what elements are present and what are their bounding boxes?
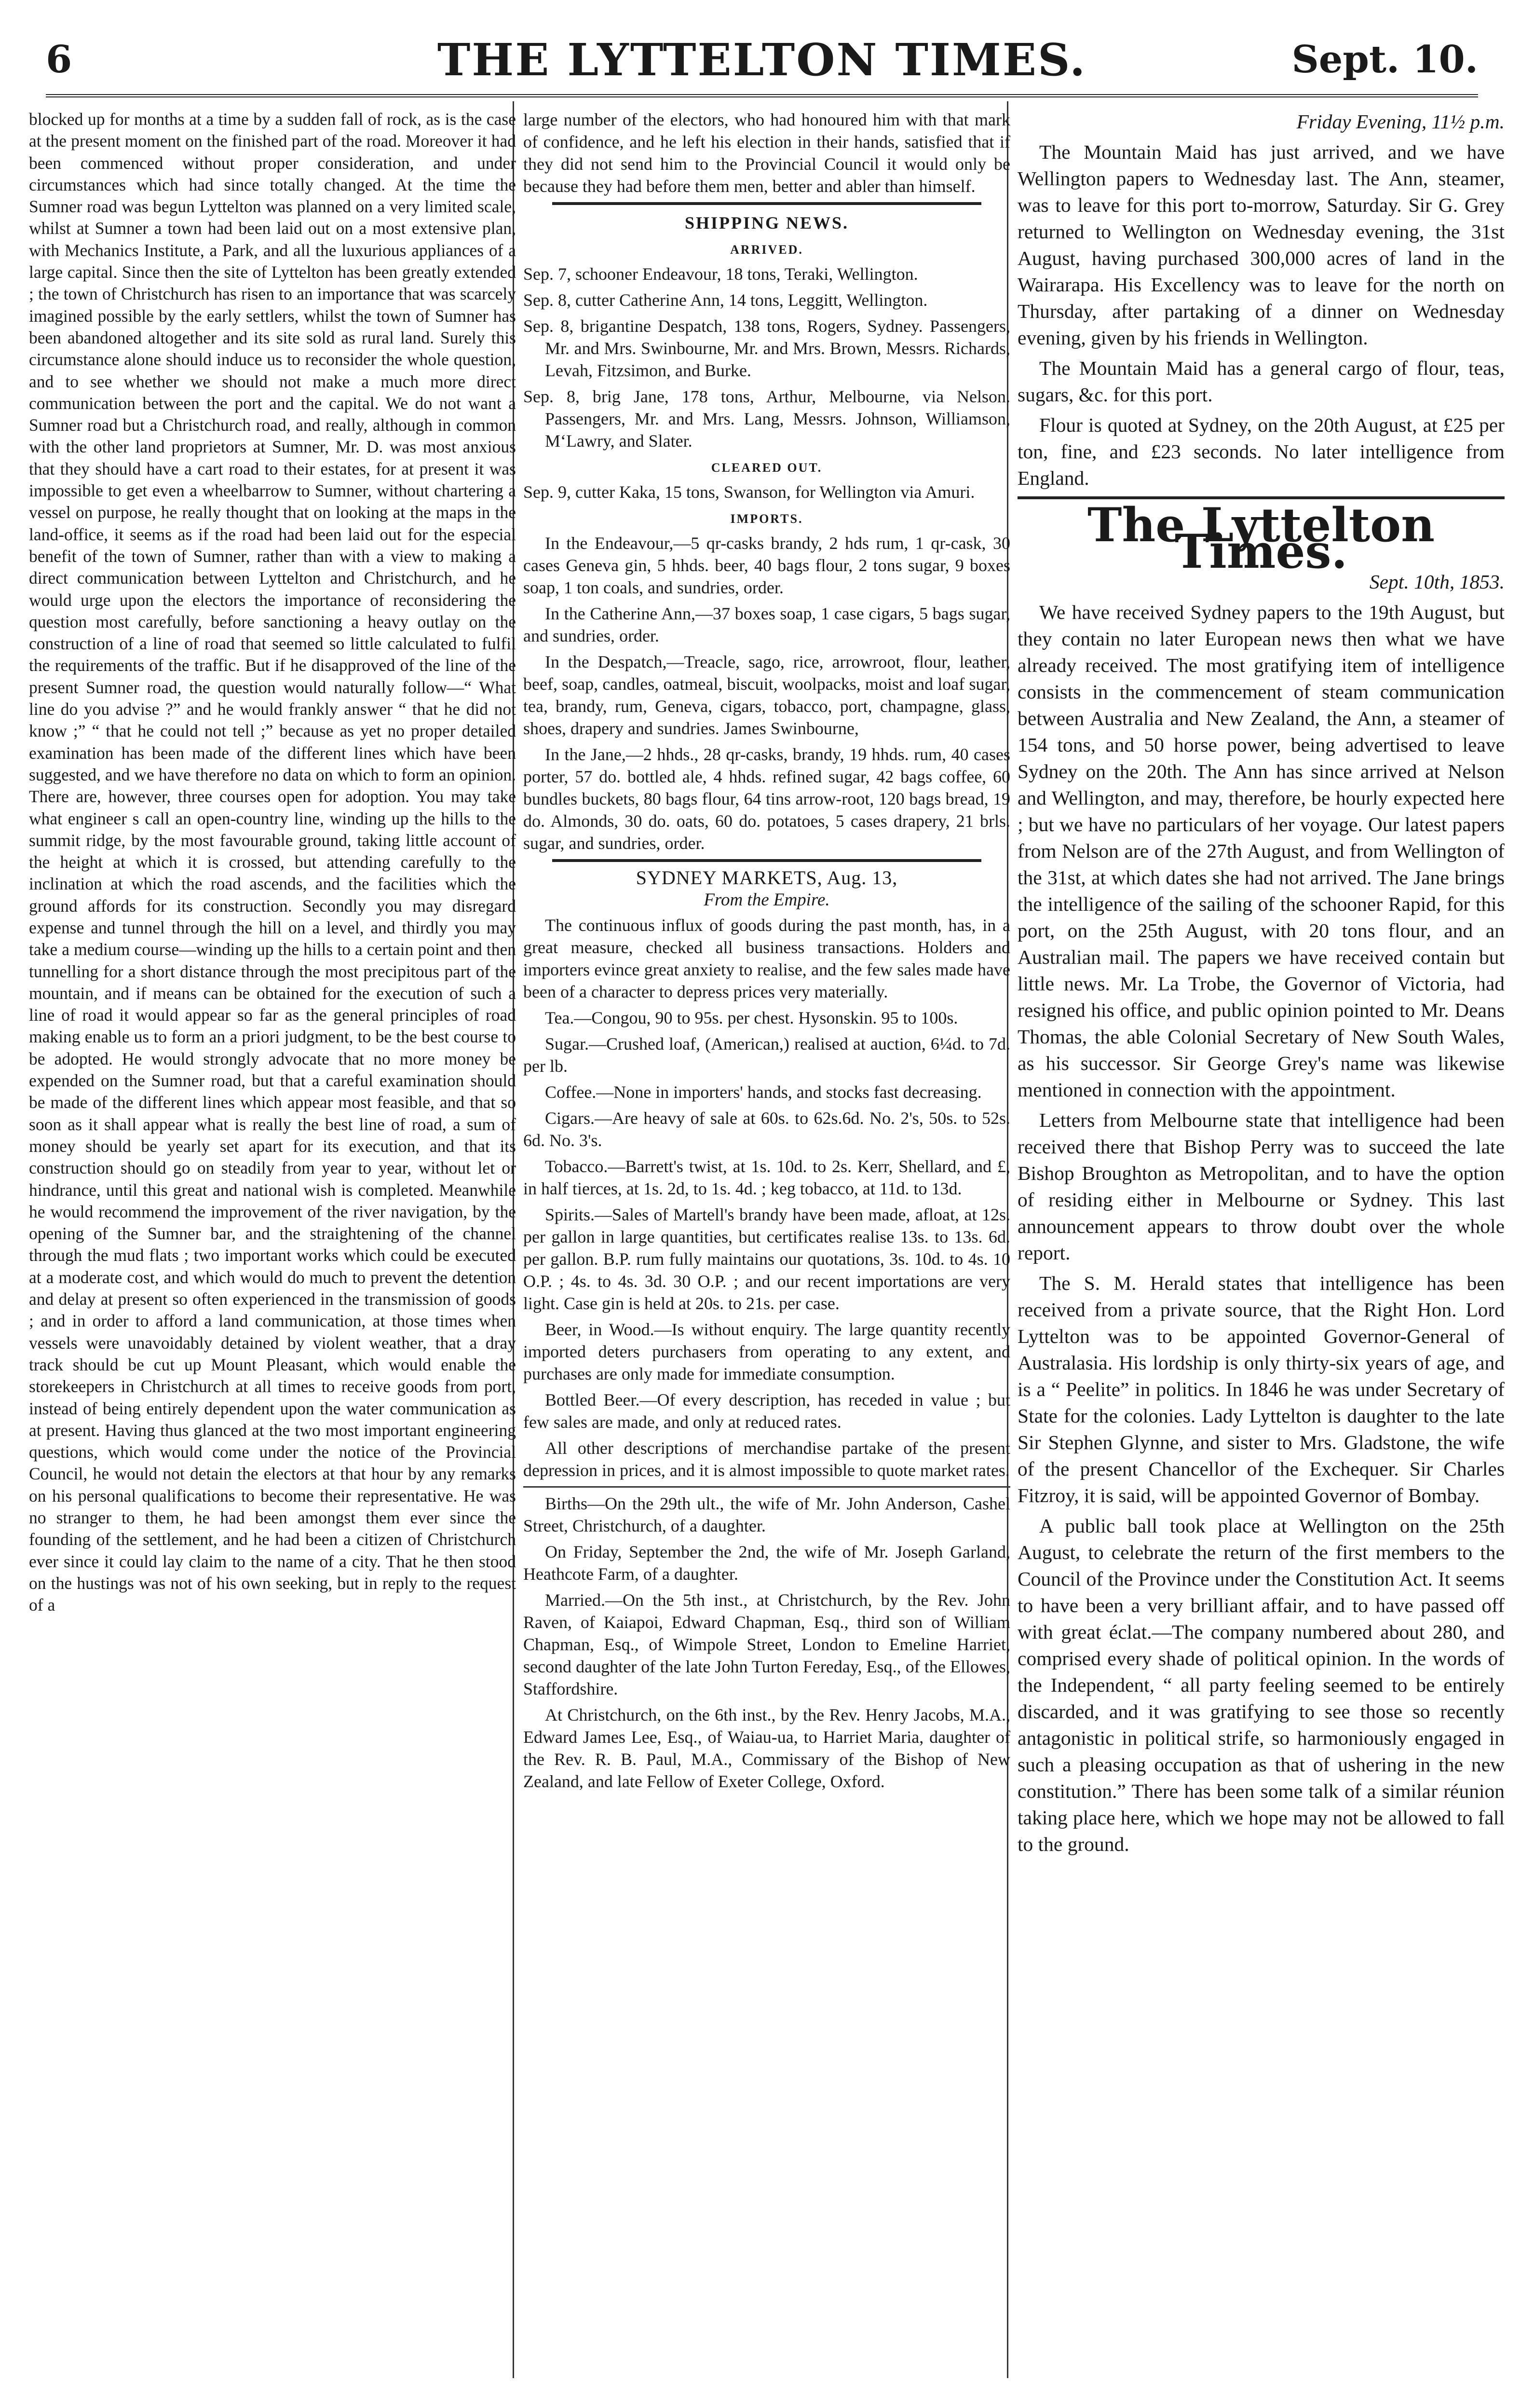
editorial-paragraph: A public ball took place at Wellington on the 25th August, to celebrate the return of the first members to the Council of the Province under the Constitution Act. It seems to have been a very brilliant affair, and to have passed off with great éclat.—The company numbered about 280, and comprised every shade of political opinion. In the words of the Independent, “ all party feeling seemed to be entirely discarded, and it was gratifying to see those so recently antagonistic in political strife, so harmoniously engaged in such a pleasing occupation as that of ushering in the new constitution.” There has been some talk of a similar réunion taking place here, which we hope may not be allowed to fall to the ground.: [1018, 1515, 1505, 1855]
arrival-entry: Sep. 8, brigantine Despatch, 138 tons, Rogers, Sydney. Passengers, Mr. and Mrs. Swinbourne, Mr. and Mrs. Brown, Messrs. Richards, Levah, Fitzsimon, and Burke.: [523, 316, 1010, 380]
market-paragraph: The continuous influx of goods during the past month, has, in a great measure, checked all business transactions. Holders and importers evince great anxiety to realise, and the few sales made have been of a character to depress prices very materially.: [523, 916, 1010, 1001]
birth-notice: On Friday, September the 2nd, the wife of Mr. Joseph Garland, Heathcote Farm, of a daughter.: [523, 1542, 1010, 1584]
speech-paragraph: blocked up for months at a time by a sudden fall of rock, as is the case at the present moment on the finished part of the road. Moreover it had been commenced without proper consideration, and under circumstances which had since totally changed. At the time the Sumner road was begun Lyttelton was planned on a very limited scale, whilst at Sumner a town had been laid out on a most extensive plan, with Mechanics Institute, a Park, and all the luxurious appliances of a large capital. Since then the site of Lyttelton has been greatly extended ; the town of Christchurch has risen to an importance that was scarcely imagined possible by the early settlers, whilst the town of Sumner has been abandoned altogether and its site sold as rural land. Surely this circumstance alone should induce us to reconsider the whole question, and to see whether we should not make a much more direct communication between the port and the capital. We do not want a Sumner road but a Christchurch road, and really, although in common with the other land proprietors at Sumner, Mr. D. was most anxious that they should have a cart road to their estates, for at present it was impossible to get even a wheelbarrow to Sumner, without chartering a vessel on purpose, he really thought that on looking at the maps in the land-office, it seems as if the road had been laid out for the especial benefit of the town of Sumner, rather than with a view to making a direct communication between Lyttelton and Christchurch, and he would urge upon the electors the importance of reconsidering the question most carefully, before sanctioning a heavy outlay on the construction of a line of road that seemed so little calculated to fulfil the requirements of the traffic. But if he disapproved of the line of the present Sumner road, the question would naturally follow—“ What line do you advise ?” and he would frankly answer “ that he did not know ;” “ that he could not tell ;” because as yet no proper detailed examination has been made of the different lines which have been suggested, and we have therefore no data on which to form an opinion. There are, however, three courses open for adoption. You may take what engineer s call an open-country line, winding up the hills to the summit ridge, by the most favourable ground, taking little account of the height at which it is crossed, but attending carefully to the inclination at which the road ascends, and the facilities which the ground affords for its construction. Secondly you may disregard expense and tunnel through the hill on a level, and thirdly you may take a medium course—winding up the hills to a certain point and then tunnelling for a short distance through the most precipitous part of the mountain, and if means can be obtained for the execution of such a line of road it would appear so far as the general principles of road making enable us to form an a priori judgment, to be the best course to be adopted. He would strongly advocate that no more money be expended on the Sumner road, but that a careful examination should be made of the different lines which appear most feasible, and that so soon as it shall appear what is really the best line of road, a sum of money should be yearly set apart for its execution, and that its construction should go on steadily from year to year, without let or hindrance, until this great and national wish is completed. Meanwhile he would recommend the improvement of the river navigation, by the opening of the Sumner bar, and the straightening of the channel through the mud flats ; two important works which could be executed at a moderate cost, and which would do much to prevent the detention and delay at present so often experienced in the transmission of goods ; and in order to afford a land communication, at those times when vessels were unavoidably detained by violent weather, that a dray track should be cut up Mount Pleasant, which would enable the storekeepers in Christchurch at all times to receive goods from port, instead of being entirely dependent upon the water communication as at present. Having thus glanced at the two most important engineering questions, which would come under the notice of the Provincial Council, he would not detain the electors at that hour by any remarks on his personal qualifications to become their representative. He was no stranger to them, he had been amongst them ever since the founding of the settlement, and he had been a citizen of Christchurch ever since it could lay claim to the name of a city. That he then stood on the hustings was not of his own seeking, but in reply to the request of a: [29, 109, 516, 1615]
marriage-notice: At Christchurch, on the 6th inst., by the Rev. Henry Jacobs, M.A., Edward James Lee, Esq., of Waiau-ua, to Harriet Maria, daughter of the Rev. R. B. Paul, M.A., Commissary of the Bishop of New Zealand, and late Fellow of Exeter College, Oxford.: [523, 1705, 1010, 1791]
editorial-paragraph: Letters from Melbourne state that intelligence had been received there that Bishop Perry was to succeed the late Bishop Broughton as Metropolitan, and to have the option of residing either in Melbourne or Sydney. This last announcement appears to throw doubt over the whole report.: [1018, 1109, 1505, 1264]
editorial-paragraph: The S. M. Herald states that intelligence has been received from a private source, that the Right Hon. Lord Lyttelton was to be appointed Governor-General of Australasia. His lordship is only thirty-six years of age, and is a “ Peelite” in politics. In 1846 he was under Secretary of State for the colonies. Lady Lyttelton is daughter to the late Sir Stephen Glynne, and sister to Mrs. Gladstone, the wife of the present Chancellor of the Exchequer. Sir Charles Fitzroy, it is said, will be appointed Governor of Bombay.: [1018, 1272, 1505, 1506]
cleared-entry: Sep. 9, cutter Kaka, 15 tons, Swanson, for Wellington via Amuri.: [523, 482, 975, 502]
section-rule: [523, 1486, 1010, 1488]
arrived-label: ARRIVED.: [730, 243, 803, 257]
speech-continuation: large number of the electors, who had honoured him with that mark of confidence, and he left his election in their hands, satisfied that if they did not send him to the Provincial Council it would only be because they had before them men, better and abler than himself.: [523, 110, 1010, 196]
market-paragraph: Bottled Beer.—Of every description, has receded in value ; but few sales are made, and only at reduced rates.: [523, 1390, 1010, 1432]
late-news-paragraph: The Mountain Maid has a general cargo of flour, teas, sugars, &c. for this port.: [1018, 357, 1505, 406]
market-paragraph: Tea.—Congou, 90 to 95s. per chest. Hysonskin. 95 to 100s.: [545, 1008, 958, 1027]
editorial-dateline: Sept. 10th, 1853.: [1369, 571, 1505, 593]
market-paragraph: Coffee.—None in importers' hands, and stocks fast decreasing.: [545, 1082, 982, 1102]
arrival-entry: Sep. 7, schooner Endeavour, 18 tons, Teraki, Wellington.: [523, 264, 918, 284]
market-paragraph: Beer, in Wood.—Is without enquiry. The large quantity recently imported deters purchasers from operating to any extent, and purchases are only made for immediate consumption.: [523, 1320, 1010, 1383]
page-number: 6: [46, 38, 72, 82]
imports-label: IMPORTS.: [730, 512, 803, 526]
section-rule: [552, 859, 981, 862]
section-rule: [552, 202, 981, 205]
arrival-entry: Sep. 8, cutter Catherine Ann, 14 tons, Leggitt, Wellington.: [523, 290, 928, 310]
shipping-news-heading: SHIPPING NEWS.: [684, 213, 849, 233]
late-news-paragraph: The Mountain Maid has just arrived, and we have Wellington papers to Wednesday last. The Ann, steamer, was to leave for this port to-morrow, Saturday. Sir G. Grey returned to Wellington on Wednesday evening, the 31st August, having purchased 300,000 acres of land in the Wairarapa. His Excellency was to leave for the north on Thursday, after partaking of a dinner on Wednesday evening, given by his friends in Wellington.: [1018, 141, 1505, 349]
column-2: [523, 109, 1010, 1796]
market-paragraph: Tobacco.—Barrett's twist, at 1s. 10d. to 2s. Kerr, Shellard, and £, in half tierces, at 1s. 2d, to 1s. 4d. ; keg tobacco, at 11d. to 13d.: [523, 1157, 1010, 1198]
marriage-notice: Married.—On the 5th inst., at Christchurch, by the Rev. John Raven, of Kaiapoi, Edward Chapman, Esq., third son of William Chapman, Esq., of Wimpole Street, London to Emeline Harriet, second daughter of the late John Turton Fereday, Esq., of the Ellowes, Staffordshire.: [523, 1590, 1010, 1698]
import-entry: In the Endeavour,—5 qr-casks brandy, 2 hds rum, 1 qr-cask, 30 cases Geneva gin, 5 hhds. beer, 40 bags flour, 2 tons sugar, 9 boxes soap, 1 ton coals, and sundries, order.: [523, 534, 1010, 597]
column-1: [29, 109, 516, 1620]
newspaper-title: THE LYTTELTON TIMES.: [437, 34, 1087, 86]
sydney-markets-heading: SYDNEY MARKETS, Aug. 13,: [636, 867, 898, 889]
import-entry: In the Despatch,—Treacle, sago, rice, arrowroot, flour, leather, beef, soap, candles, oatmeal, biscuit, woolpacks, moist and loaf sugar, tea, brandy, rum, Geneva, cigars, tobacco, port, champagne, glass, shoes, drapery and sundries. James Swinbourne,: [523, 652, 1010, 738]
market-paragraph: Spirits.—Sales of Martell's brandy have been made, afloat, at 12s. per gallon in large quantities, but certificates realise 13s. to 13s. 6d. per gallon. B.P. rum fully maintains our quotations, 3s. 10d. to 4s. 10 O.P. ; 4s. to 4s. 3d. 30 O.P. ; and our recent importations are very light. Case gin is held at 20s. to 21s. per case.: [523, 1205, 1010, 1313]
market-paragraph: Sugar.—Crushed loaf, (American,) realised at auction, 6¼d. to 7d. per lb.: [523, 1034, 1010, 1076]
editorial-heading: The Lyttelton Times.: [1087, 498, 1435, 579]
cleared-label: CLEARED OUT.: [711, 461, 823, 475]
masthead: [46, 34, 1478, 92]
import-entry: In the Jane,—2 hhds., 28 qr-casks, brandy, 19 hhds. rum, 40 cases porter, 57 do. bottled ale, 4 hhds. refined sugar, 42 bags coffee, 60 bundles buckets, 80 bags flour, 64 tins arrow-root, 120 bags bread, 19 do. Almonds, 30 do. oats, 60 do. potatoes, 5 cases drapery, 21 brls. sugar, and sundries, order.: [523, 745, 1010, 853]
issue-date: Sept. 10.: [1291, 38, 1478, 82]
column-3: [1018, 109, 1505, 1861]
market-paragraph: All other descriptions of merchandise partake of the present depression in prices, and it is almost impossible to quote market rates.: [523, 1438, 1010, 1480]
birth-notice: Births—On the 29th ult., the wife of Mr. John Anderson, Cashel Street, Christchurch, of a daughter.: [523, 1494, 1010, 1535]
arrival-entry: Sep. 8, brig Jane, 178 tons, Arthur, Melbourne, via Nelson. Passengers, Mr. and Mrs. Lang, Messrs. Johnson, Williamson, M‘Lawry, and Slater.: [523, 387, 1010, 451]
late-news-dateline: Friday Evening, 11½ p.m.: [1296, 110, 1505, 133]
late-news-paragraph: Flour is quoted at Sydney, on the 20th August, at £25 per ton, fine, and £23 seconds. No later intelligence from England.: [1018, 414, 1505, 489]
masthead-rule: [46, 94, 1478, 97]
import-entry: In the Catherine Ann,—37 boxes soap, 1 case cigars, 5 bags sugar, and sundries, order.: [523, 604, 1010, 645]
market-paragraph: Cigars.—Are heavy of sale at 60s. to 62s.6d. No. 2's, 50s. to 52s. 6d. No. 3's.: [523, 1108, 1010, 1150]
editorial-paragraph: We have received Sydney papers to the 19th August, but they contain no later European news then what we have already received. The most gratifying item of intelligence consists in the commencement of steam communication between Australia and New Zealand, the Ann, a steamer of 154 tons, and 50 horse power, being advertised to leave Sydney on the 20th. The Ann has since arrived at Nelson and Wellington, and may, therefore, be hourly expected here ; but we have no particulars of her voyage. Our latest papers from Nelson are of the 27th August, and from Wellington of the 31st, at which dates she had not arrived. The Jane brings the intelligence of the sailing of the schooner Rapid, for this port, on the 25th August, with 20 tons flour, and an Australian mail. The papers we have received contain but little news. Mr. La Trobe, the Governor of Victoria, had resigned his office, and public opinion pointed to Mr. Deans Thomas, the able Colonial Secretary of New South Wales, as his successor. Sir George Grey's name was likewise mentioned in connection with the appointment.: [1018, 601, 1505, 1101]
markets-source: From the Empire.: [704, 890, 830, 910]
